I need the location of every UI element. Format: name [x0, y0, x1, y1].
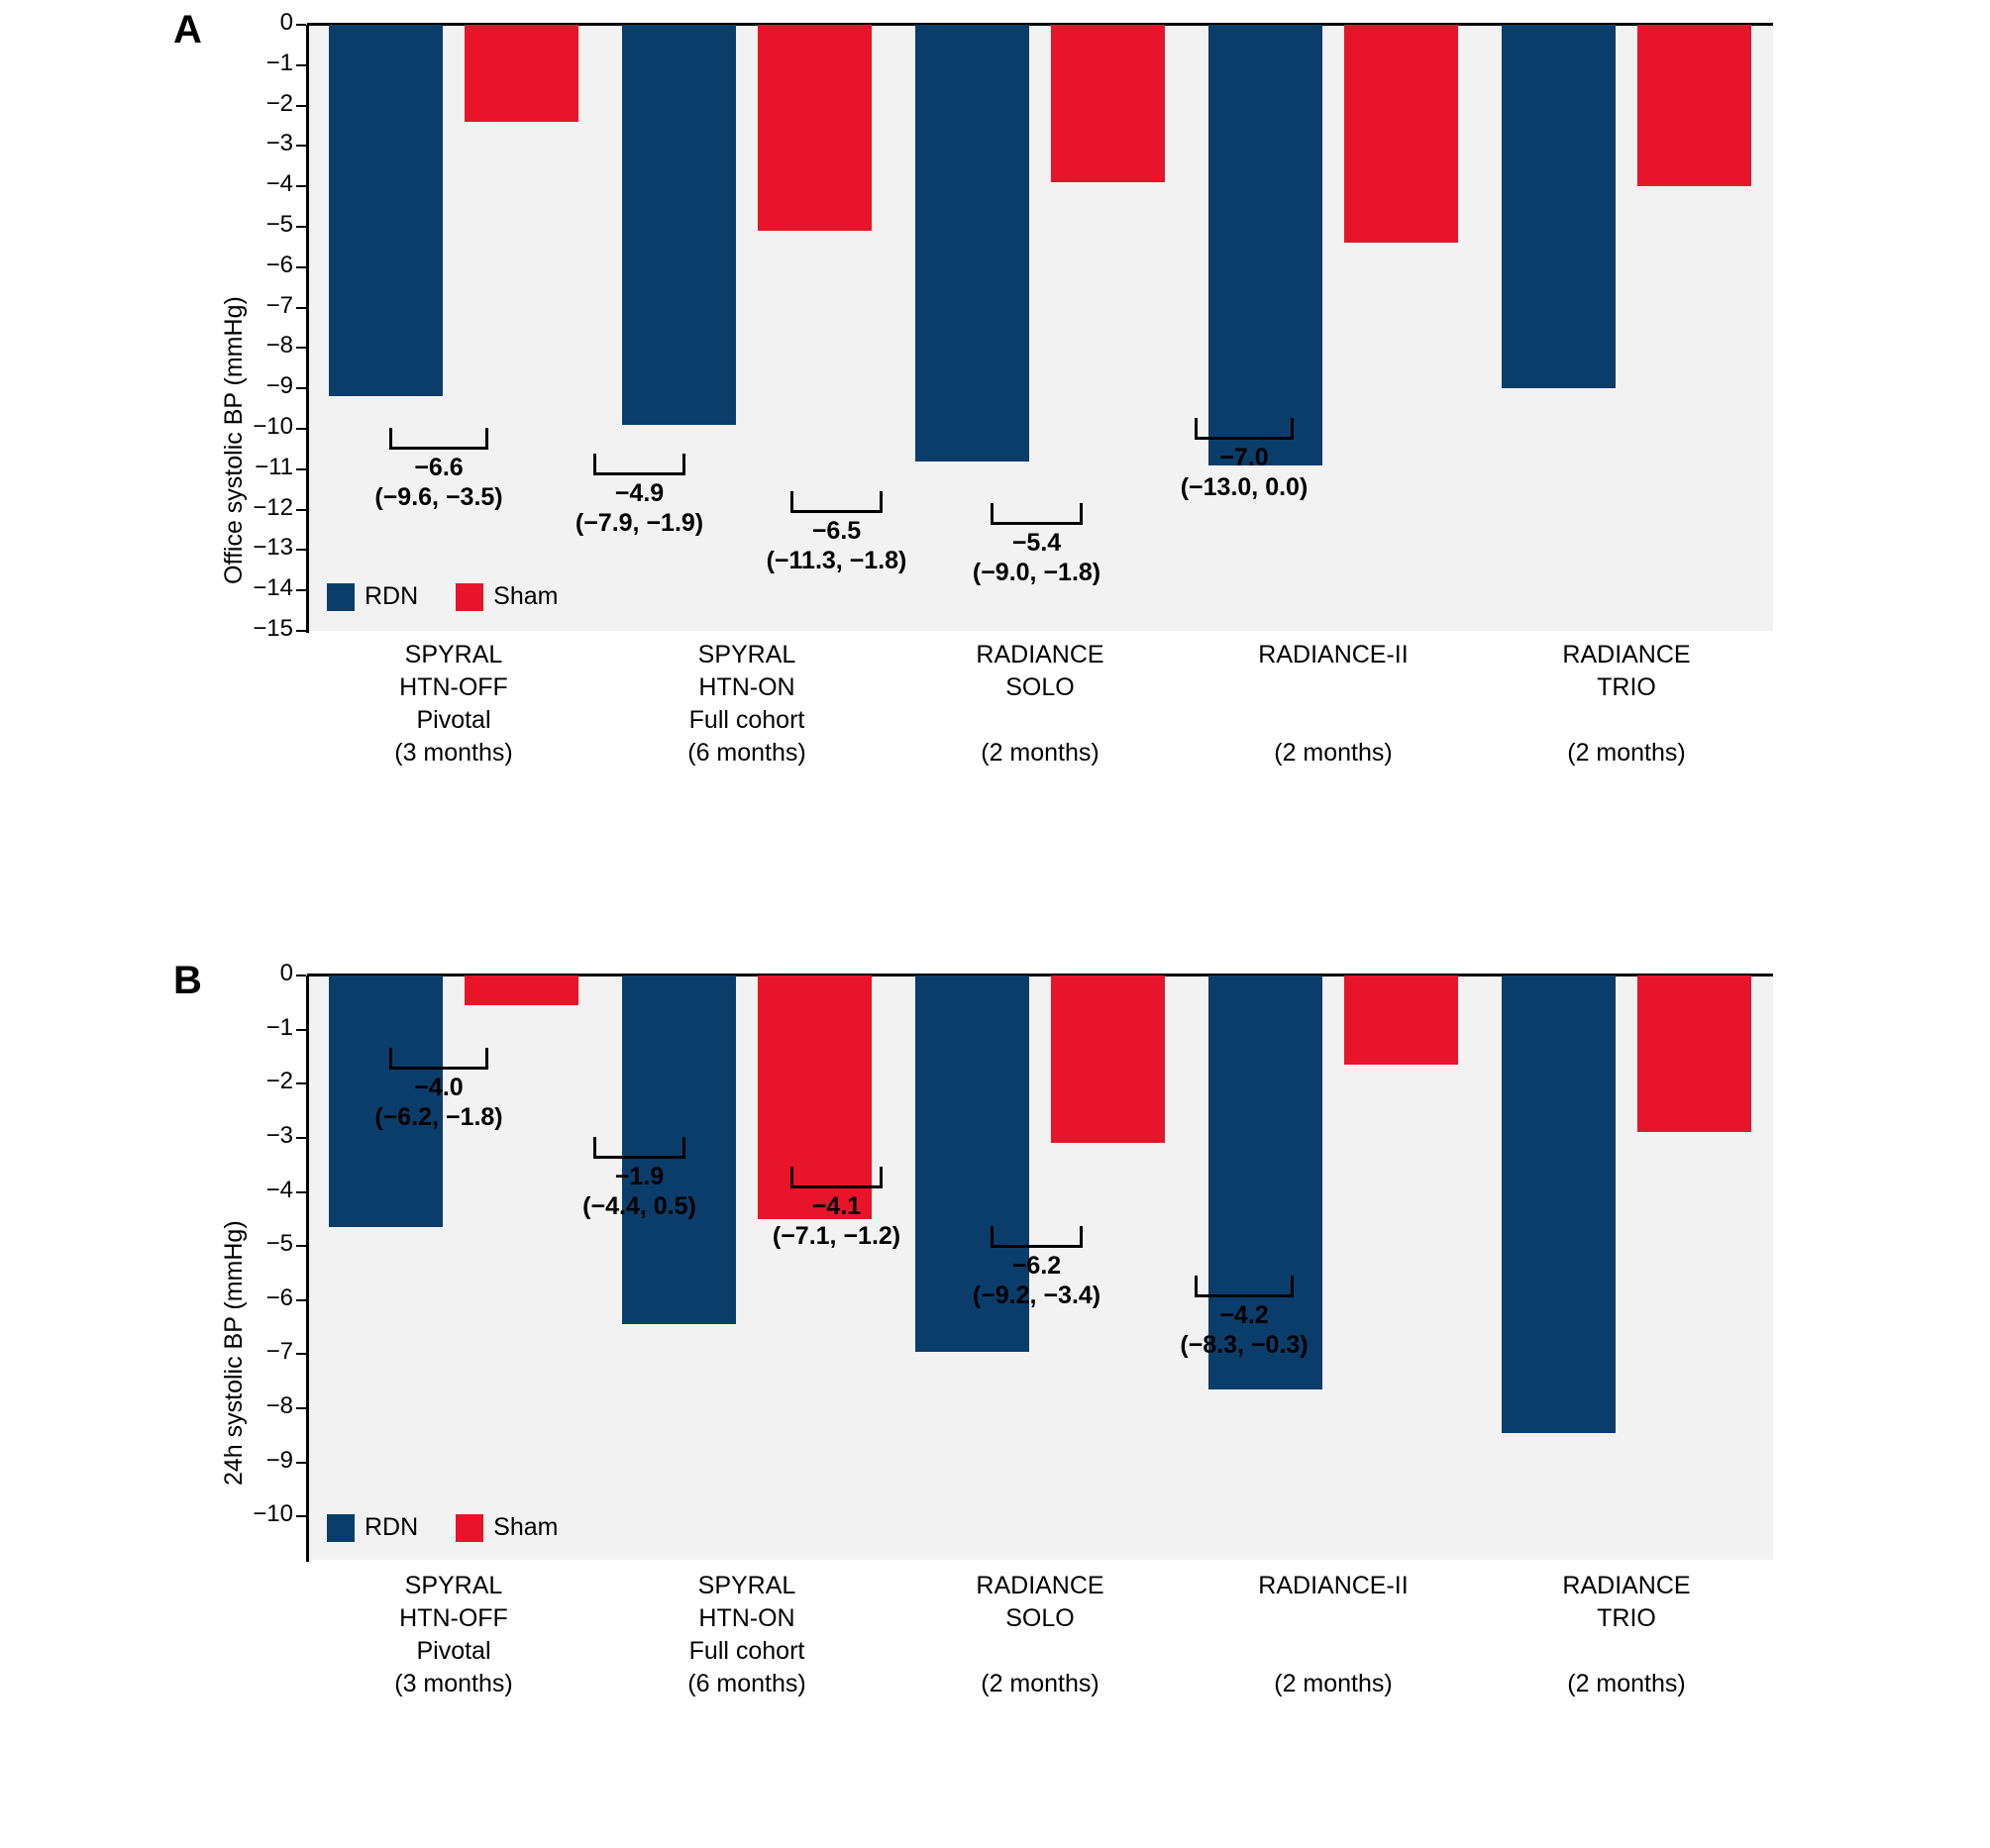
x-category-line: TRIO: [1597, 1604, 1656, 1632]
y-tick-mark: [296, 1515, 306, 1517]
x-category-line: [1165, 1602, 1502, 1635]
x-category-line: SOLO: [1005, 1604, 1075, 1632]
panel-a-legend: [327, 582, 585, 611]
y-tick-label: −5: [265, 1230, 293, 1258]
x-category-line: RADIANCE: [1562, 641, 1691, 668]
difference-bracket: [389, 1048, 488, 1070]
difference-ci: (−11.3, −1.8): [766, 546, 907, 574]
y-tick-label: −13: [253, 534, 293, 562]
x-category-line: (6 months): [687, 1670, 806, 1697]
bar-sham: [465, 975, 578, 1005]
difference-value: −4.9: [614, 479, 665, 507]
y-tick-label: −3: [265, 1121, 293, 1149]
y-tick-mark: [296, 1137, 306, 1139]
difference-ci: (−6.2, −1.8): [374, 1102, 503, 1131]
legend-label: Sham: [493, 1513, 559, 1541]
difference-bracket: [593, 454, 685, 475]
y-tick-label: 0: [279, 960, 293, 986]
bar-rdn: [329, 25, 443, 396]
x-category-label: [1458, 1570, 1795, 1700]
difference-bracket: [991, 1226, 1083, 1248]
y-tick-label: −10: [253, 1500, 293, 1528]
y-tick-label: −9: [265, 1446, 293, 1474]
legend-label: RDN: [365, 582, 419, 610]
y-tick-mark: [296, 387, 306, 389]
difference-ci: (−9.0, −1.8): [972, 558, 1101, 586]
y-tick-mark: [296, 630, 306, 632]
x-category-line: (6 months): [687, 739, 806, 767]
y-tick-label: −12: [253, 493, 293, 521]
difference-bracket: [1195, 1276, 1294, 1297]
x-category-label: [285, 639, 622, 770]
y-tick-mark: [296, 549, 306, 551]
legend-swatch: [456, 1514, 483, 1542]
difference-value: −6.2: [1011, 1252, 1062, 1280]
y-tick-mark: [296, 975, 306, 976]
y-tick-mark: [296, 307, 306, 309]
x-category-line: [1165, 704, 1502, 737]
x-category-line: RADIANCE-II: [1258, 1572, 1409, 1599]
y-tick-label: −3: [265, 130, 293, 157]
y-tick-mark: [296, 24, 306, 26]
difference-value: −5.4: [1011, 529, 1062, 557]
y-tick-label: −2: [265, 89, 293, 117]
x-category-line: [1165, 671, 1502, 704]
difference-label: [1086, 1301, 1403, 1360]
panel-a-y-axis: [306, 25, 309, 633]
bar-sham: [758, 25, 872, 231]
difference-ci: (−7.9, −1.9): [575, 508, 704, 537]
difference-bracket: [790, 1167, 883, 1188]
x-category-line: Full cohort: [688, 1637, 805, 1665]
panel-b-y-axis-label: 24h systolic BP (mmHg): [220, 1220, 248, 1486]
y-tick-label: −7: [265, 1338, 293, 1366]
y-tick-label: −8: [265, 1392, 293, 1420]
x-category-line: [872, 1635, 1208, 1668]
y-tick-mark: [296, 1029, 306, 1031]
panel-a-letter: A: [173, 8, 202, 51]
x-category-line: Pivotal: [416, 706, 491, 734]
difference-ci: (−13.0, 0.0): [1180, 472, 1309, 501]
x-category-label: [578, 639, 915, 770]
legend-swatch: [327, 583, 355, 611]
y-tick-mark: [296, 185, 306, 187]
bar-sham: [1637, 25, 1751, 186]
x-category-line: Pivotal: [416, 1637, 491, 1665]
panel-a-y-axis-label: Office systolic BP (mmHg): [220, 296, 248, 584]
y-tick-mark: [296, 64, 306, 66]
x-category-line: HTN-OFF: [399, 673, 508, 701]
legend-swatch: [327, 1514, 355, 1542]
legend-item: [456, 582, 558, 611]
bar-sham: [1637, 975, 1751, 1132]
x-category-line: [1458, 1635, 1795, 1668]
x-category-line: HTN-OFF: [399, 1604, 508, 1632]
difference-value: −4.2: [1219, 1301, 1269, 1329]
y-tick-label: −15: [253, 615, 293, 642]
y-tick-mark: [296, 1299, 306, 1301]
legend-item: [456, 1513, 558, 1542]
x-category-line: (2 months): [981, 1670, 1100, 1697]
y-tick-mark: [296, 1353, 306, 1355]
x-category-line: (3 months): [394, 739, 513, 767]
x-category-line: SOLO: [1005, 673, 1075, 701]
bar-rdn: [1208, 25, 1322, 465]
difference-label: [879, 529, 1196, 587]
y-tick-mark: [296, 266, 306, 268]
difference-value: −6.5: [811, 517, 862, 545]
y-tick-mark: [296, 347, 306, 349]
difference-label: [679, 1192, 995, 1251]
x-category-line: SPYRAL: [697, 641, 796, 668]
difference-value: −4.1: [811, 1192, 862, 1220]
difference-label: [280, 1074, 597, 1132]
bar-rdn: [915, 25, 1029, 462]
difference-bracket: [790, 491, 883, 513]
y-tick-label: −7: [265, 291, 293, 319]
y-tick-mark: [296, 226, 306, 228]
y-tick-label: −11: [255, 453, 293, 480]
y-tick-mark: [296, 589, 306, 591]
y-tick-label: −6: [265, 1283, 293, 1311]
y-tick-mark: [296, 1462, 306, 1464]
difference-label: [1086, 444, 1403, 502]
legend-item: [327, 582, 418, 611]
y-tick-label: −5: [265, 211, 293, 238]
bar-rdn: [622, 25, 736, 425]
x-category-label: [285, 1570, 622, 1700]
y-tick-mark: [296, 1407, 306, 1409]
difference-value: −1.9: [614, 1163, 665, 1190]
difference-bracket: [991, 503, 1083, 525]
bar-sham: [465, 25, 578, 122]
x-category-line: SPYRAL: [404, 1572, 503, 1599]
x-category-line: [1165, 1635, 1502, 1668]
y-tick-mark: [296, 428, 306, 430]
bar-rdn: [1502, 975, 1616, 1433]
y-tick-label: 0: [279, 9, 293, 36]
x-category-label: [1165, 639, 1502, 770]
difference-ci: (−4.4, 0.5): [582, 1191, 696, 1220]
x-category-label: [872, 639, 1208, 770]
x-category-line: (2 months): [1567, 1670, 1686, 1697]
y-tick-label: −9: [265, 372, 293, 400]
bar-sham: [1344, 975, 1458, 1065]
difference-ci: (−9.2, −3.4): [972, 1281, 1101, 1309]
x-category-line: (2 months): [1274, 739, 1393, 767]
y-tick-label: −4: [265, 170, 293, 198]
bar-sham: [1051, 25, 1165, 182]
x-category-line: [872, 704, 1208, 737]
y-tick-label: −10: [253, 413, 293, 440]
y-tick-mark: [296, 145, 306, 147]
y-tick-label: −1: [265, 1013, 293, 1041]
y-tick-label: −4: [265, 1176, 293, 1203]
legend-item: [327, 1513, 418, 1542]
panel-b-letter: B: [173, 959, 202, 1002]
x-category-line: HTN-ON: [698, 1604, 795, 1632]
x-category-label: [578, 1570, 915, 1700]
legend-label: Sham: [493, 582, 559, 610]
y-tick-label: −6: [265, 251, 293, 278]
difference-bracket: [389, 428, 488, 450]
x-category-line: SPYRAL: [697, 1572, 796, 1599]
y-tick-label: −14: [253, 574, 293, 602]
y-tick-label: −2: [265, 1068, 293, 1095]
legend-swatch: [456, 583, 483, 611]
x-category-label: [1458, 639, 1795, 770]
x-category-line: (3 months): [394, 1670, 513, 1697]
x-category-line: (2 months): [1567, 739, 1686, 767]
difference-value: −6.6: [414, 454, 464, 481]
y-tick-mark: [296, 1191, 306, 1193]
x-category-line: RADIANCE: [1562, 1572, 1691, 1599]
legend-label: RDN: [365, 1513, 419, 1541]
x-category-line: SPYRAL: [404, 641, 503, 668]
x-category-line: [1458, 704, 1795, 737]
x-category-line: Full cohort: [688, 706, 805, 734]
difference-bracket: [1195, 418, 1294, 440]
difference-value: −7.0: [1219, 444, 1269, 471]
bar-sham: [1344, 25, 1458, 243]
x-category-line: RADIANCE: [976, 1572, 1104, 1599]
panel-b: [0, 951, 1990, 1848]
panel-b-y-axis: [306, 975, 309, 1562]
bar-sham: [1051, 975, 1165, 1143]
y-tick-mark: [296, 1245, 306, 1247]
x-category-line: RADIANCE-II: [1258, 641, 1409, 668]
difference-ci: (−9.6, −3.5): [374, 482, 503, 511]
y-tick-mark: [296, 105, 306, 107]
x-category-label: [1165, 1570, 1502, 1700]
x-category-line: (2 months): [1274, 1670, 1393, 1697]
difference-value: −4.0: [414, 1074, 464, 1101]
x-category-label: [872, 1570, 1208, 1700]
x-category-line: HTN-ON: [698, 673, 795, 701]
difference-bracket: [593, 1137, 685, 1159]
x-category-line: RADIANCE: [976, 641, 1104, 668]
y-tick-label: −8: [265, 332, 293, 359]
panel-b-legend: [327, 1513, 585, 1542]
y-tick-label: −1: [265, 49, 293, 76]
bar-rdn: [1502, 25, 1616, 388]
difference-ci: (−7.1, −1.2): [772, 1221, 901, 1250]
x-category-line: TRIO: [1597, 673, 1656, 701]
x-category-line: (2 months): [981, 739, 1100, 767]
difference-ci: (−8.3, −0.3): [1180, 1330, 1309, 1359]
